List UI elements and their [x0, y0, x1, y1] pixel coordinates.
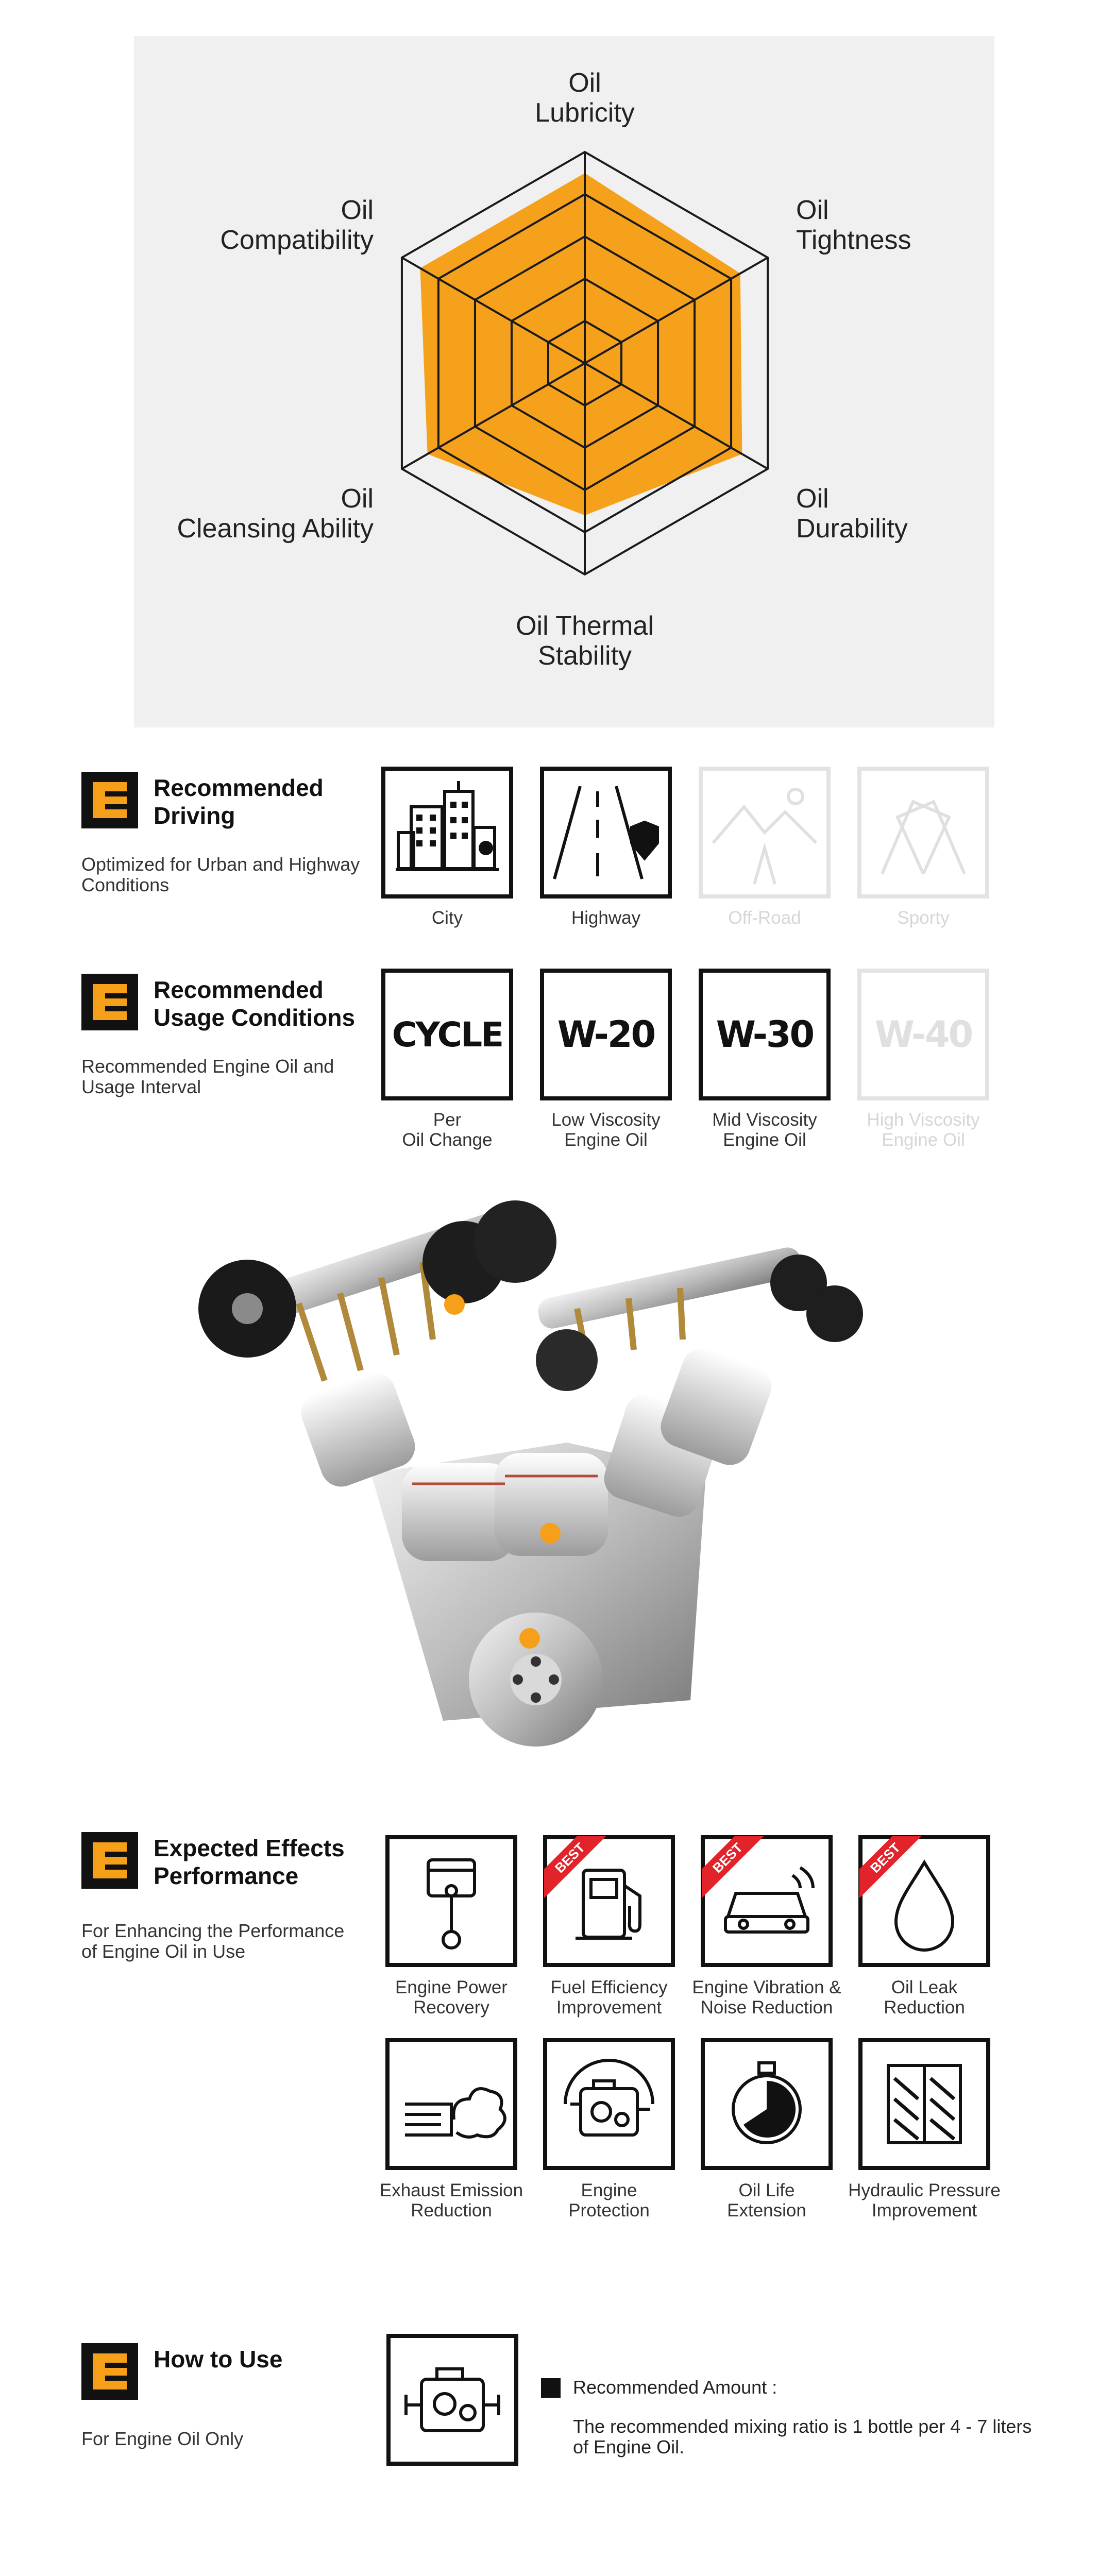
effect-tile [543, 1835, 675, 1967]
best-badge-text: BEST [702, 1836, 764, 1898]
radar-axis-label [220, 195, 374, 255]
effect-label-line1: Engine Vibration & [692, 1977, 841, 1997]
effect-label-line1: Oil Leak [891, 1977, 958, 1997]
best-badge-text: BEST [859, 1836, 921, 1898]
highway-tile [540, 767, 672, 899]
effect-label-line1: Exhaust Emission [379, 2180, 523, 2200]
driving-label: Off-Road [728, 908, 801, 928]
radar-axis-label [796, 195, 911, 255]
section-recommended-driving [0, 762, 1116, 938]
radar-axis-label-line1: Oil [568, 68, 601, 98]
section-title-line2: Performance [154, 1862, 299, 1889]
highway-icon [544, 771, 668, 894]
off-road-icon [703, 771, 826, 894]
viscosity-code: W-20 [557, 1013, 655, 1056]
radar-axis-label [535, 68, 635, 128]
e-logo-badge [81, 1832, 138, 1889]
radar-axis-label [796, 484, 908, 544]
effect-tile [858, 1835, 990, 1967]
effect-label-line2: Improvement [556, 1997, 662, 2018]
section-title-line1: Recommended [154, 976, 324, 1003]
usage-label-line2: Oil Change [402, 1130, 493, 1150]
viscosity-code: W-40 [874, 1013, 972, 1056]
best-badge [859, 1836, 921, 1898]
section-expected-effects [0, 1823, 1116, 2235]
notes-section [0, 2571, 1116, 2576]
checkered-flag-icon [861, 771, 985, 894]
radar-axis-label-line1: Oil [796, 195, 829, 225]
viscosity-code: CYCLE [392, 1014, 503, 1055]
engine-image [175, 1185, 897, 1777]
driving-label: Highway [571, 908, 641, 928]
effect-label-line2: Protection [568, 2200, 650, 2221]
radar-axis-label-line2: Compatibility [220, 225, 374, 255]
effect-label-line1: Oil Life [738, 2180, 795, 2200]
stopwatch-icon [705, 2042, 828, 2166]
effect-tile [858, 2038, 990, 2170]
city-icon [385, 771, 509, 894]
hydraulic-icon [863, 2042, 986, 2166]
cycle-tile [381, 969, 513, 1100]
section-subtitle-line1: Optimized for Urban and Highway [81, 854, 360, 875]
radar-axis-label-line2: Durability [796, 514, 908, 544]
section-title-line1: Expected Effects [154, 1835, 345, 1861]
effect-label-line2: Recovery [413, 1997, 489, 2018]
e-logo-badge [81, 2343, 138, 2400]
e-logo-badge [81, 974, 138, 1030]
section-title-line2: Driving [154, 802, 235, 829]
w40-tile [857, 969, 989, 1100]
effect-tile [385, 2038, 517, 2170]
radar-chart [134, 36, 994, 727]
effect-label-line2: Improvement [871, 2200, 977, 2221]
engine-illustration [175, 1185, 897, 1777]
usage-label-line1: Low Viscosity [551, 1110, 661, 1130]
section-subtitle-line2: of Engine Oil in Use [81, 1941, 246, 1962]
engine-icon [391, 2338, 514, 2462]
section-usage-conditions [0, 964, 1116, 1165]
effect-tile [543, 2038, 675, 2170]
radar-axis-label-line1: Oil [341, 195, 374, 225]
section-title: How to Use [154, 2346, 283, 2372]
engine-shield-icon [547, 2042, 671, 2166]
effect-label-line1: Hydraulic Pressure [848, 2180, 1001, 2200]
section-subtitle-line2: Usage Interval [81, 1076, 201, 1097]
driving-label: Sporty [897, 908, 950, 928]
usage-label-line2: Engine Oil [564, 1130, 648, 1150]
section-title-line2: Usage Conditions [154, 1004, 356, 1031]
viscosity-code: W-30 [716, 1013, 814, 1056]
radar-axis-label-line2: Cleansing Ability [177, 514, 374, 544]
usage-label-line1: Mid Viscosity [712, 1110, 817, 1130]
engine-tile [386, 2334, 518, 2466]
effect-label-line1: Engine Power [395, 1977, 508, 1997]
city-tile [381, 767, 513, 899]
section-subtitle: For Engine Oil Only [81, 2428, 244, 2449]
amount-line1: The recommended mixing ratio is 1 bottle per 4 - 7 liters [573, 2416, 1032, 2437]
best-badge [544, 1836, 606, 1898]
effect-label-line1: Fuel Efficiency [550, 1977, 668, 1997]
effect-label-line2: Extension [727, 2200, 806, 2221]
effect-label-line2: Reduction [411, 2200, 492, 2221]
section-title-line1: Recommended [154, 774, 324, 801]
e-logo-badge [81, 772, 138, 828]
radar-axis-label-line1: Oil [341, 484, 374, 514]
section-subtitle-line2: Conditions [81, 874, 170, 895]
radar-axis-label-line2: Tightness [796, 225, 911, 255]
usage-label-line2: Engine Oil [723, 1130, 806, 1150]
radar-axis-label [177, 484, 374, 544]
effect-label-line1: Engine [581, 2180, 637, 2200]
exhaust-icon [390, 2042, 513, 2166]
radar-axis-label-line1: Oil [796, 484, 829, 514]
radar-axis-label-line2: Lubricity [535, 98, 635, 128]
off-road-tile [699, 767, 831, 899]
w30-tile [699, 969, 831, 1100]
section-subtitle-line1: Recommended Engine Oil and [81, 1056, 334, 1077]
amount-line2: of Engine Oil. [573, 2436, 685, 2458]
usage-label-line1: Per [433, 1110, 462, 1130]
effect-label-line2: Reduction [884, 1997, 965, 2018]
effect-tile [701, 2038, 833, 2170]
best-badge-text: BEST [544, 1836, 606, 1898]
bullet-square [541, 2378, 561, 2398]
amount-title: Recommended Amount : [573, 2377, 777, 2398]
section-how-to-use [0, 2334, 1116, 2499]
radar-axis-label [516, 611, 654, 671]
driving-label: City [431, 908, 463, 928]
piston-icon [390, 1839, 513, 1963]
best-badge [702, 1836, 764, 1898]
w20-tile [540, 969, 672, 1100]
effect-label-line2: Noise Reduction [700, 1997, 833, 2018]
effect-tile [701, 1835, 833, 1967]
radar-chart-panel [134, 36, 994, 727]
effect-tile [385, 1835, 517, 1967]
radar-axis-label-line1: Oil Thermal [516, 611, 654, 641]
radar-axis-label-line2: Stability [537, 641, 632, 671]
usage-label-line1: High Viscosity [867, 1110, 980, 1130]
section-subtitle-line1: For Enhancing the Performance [81, 1920, 345, 1941]
sporty-tile [857, 767, 989, 899]
usage-label-line2: Engine Oil [882, 1130, 965, 1150]
